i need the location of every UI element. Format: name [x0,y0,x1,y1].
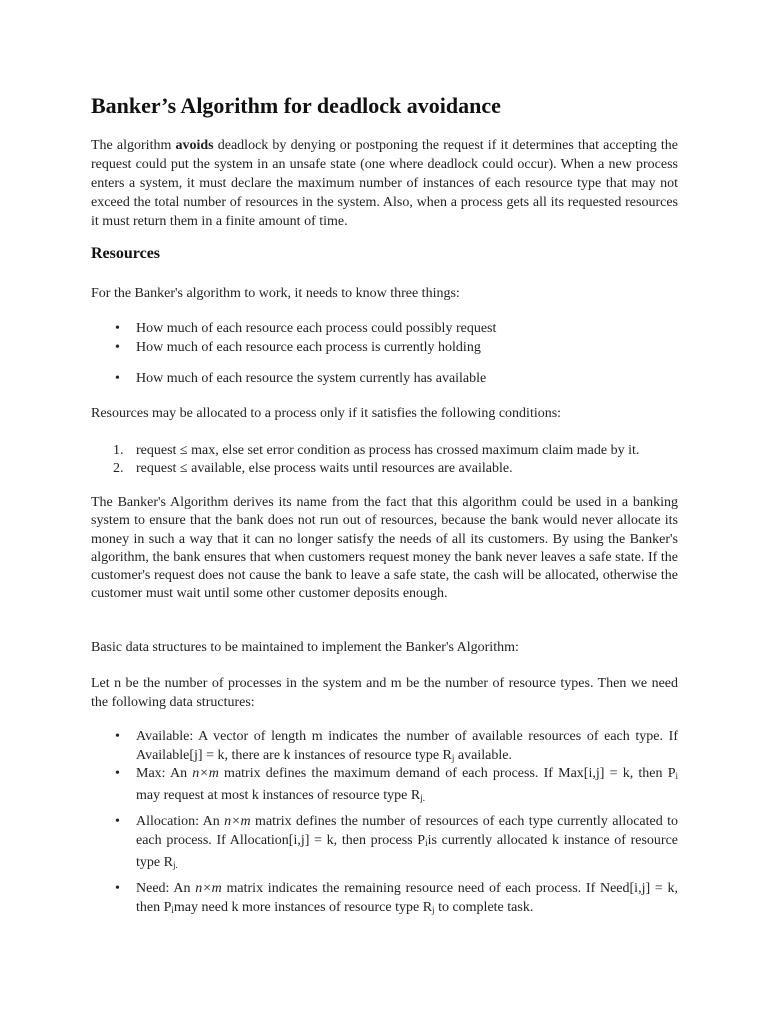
condition-text: request ≤ max, else set error condition as process has crossed maximum claim made by it. [136,443,640,458]
intro-text-start: The algorithm [91,138,176,153]
bullet-icon: • [115,729,120,744]
conditions-intro: Resources may be allocated to a process only if it satisfies the following conditions: [91,406,562,421]
let-n-paragraph: Let n be the number of processes in the system and m be the number of resource types. Then we need the following data structures: [91,676,678,710]
condition-number: 1. [113,443,124,458]
ds-allocation-text: Allocation: An n×m matrix defines the number of resources of each type currently allocated to each process. If Allocation[i,j] = k, then process $P_iis$ currently allocated k instance of resource type $R_{j.}$ [136,814,679,870]
list-item-text: How much of each resource the system currently has available [136,371,487,386]
intro-paragraph [91,136,678,231]
basic-ds-paragraph: Basic data structures to be maintained to implement the Banker's Algorithm: [91,640,519,655]
ds-allocation-item [115,812,678,875]
intro-bold-word: avoids [175,138,214,153]
list-item [115,369,678,388]
bullet-icon: • [115,814,120,829]
bullet-icon: • [115,321,120,336]
name-origin-paragraph: The Banker's Algorithm derives its name from the fact that this algorithm could be used in a banking system to ensure that the bank does not run out of resources, because the bank would never allocate its money in such a way that it can no longer satisfy the needs of all its customers. By using the Banker's algorithm, the bank ensures that when customers request money the bank never leaves a safe state. If the customer's request does not cause the bank to leave a safe state, the cash will be allocated, otherwise the customer must wait until some other customer deposits enough. [91,495,678,602]
condition-text: request ≤ available, else process waits until resources are available. [136,461,513,476]
know-three-paragraph: For the Banker's algorithm to work, it needs to know three things: [91,286,460,301]
list-item-text: How much of each resource each process could possibly request [136,321,497,336]
condition-number: 2. [113,461,124,476]
ds-max-text: Max: An n×m matrix defines the maximum demand of each process. If Max[i,j] = k, then $P_i$ may request at most k instances of resource type $R_{j.}$ [136,766,678,803]
condition-item [113,441,678,460]
ds-need-item [115,879,678,920]
ds-need-text: Need: An n×m matrix indicates the remaining resource need of each process. If Need[i,j] = k, then $P_imay$ need k more instances of resource type $R_j$ to complete task. [136,881,678,915]
ds-max-item [115,764,678,808]
ds-available-text: Available: A vector of length m indicates the number of available resources of each type. If Available[j] = k, there are k instances of resource type $R_j$ available. [136,729,678,763]
ds-available-item [115,727,678,768]
page-title: Banker’s Algorithm for deadlock avoidance [91,93,501,118]
resources-heading: Resources [91,245,161,262]
condition-item [113,459,678,478]
list-item-text: How much of each resource each process is currently holding [136,340,481,355]
list-item [115,319,678,338]
bullet-icon: • [115,371,120,386]
bullet-icon: • [115,766,120,781]
bullet-icon: • [115,881,120,896]
bullet-icon: • [115,340,120,355]
list-item [115,338,678,357]
intro-text-rest: deadlock by denying or postponing the request if it determines that accepting the request could put the system in an unsafe state (one where deadlock could occur). When a new process enters a system, it must declare the maximum number of instances of each resource type that may not exceed the total number of resources in the system. Also, when a process gets all its requested resources it must return them in a finite amount of time. [91,138,678,229]
